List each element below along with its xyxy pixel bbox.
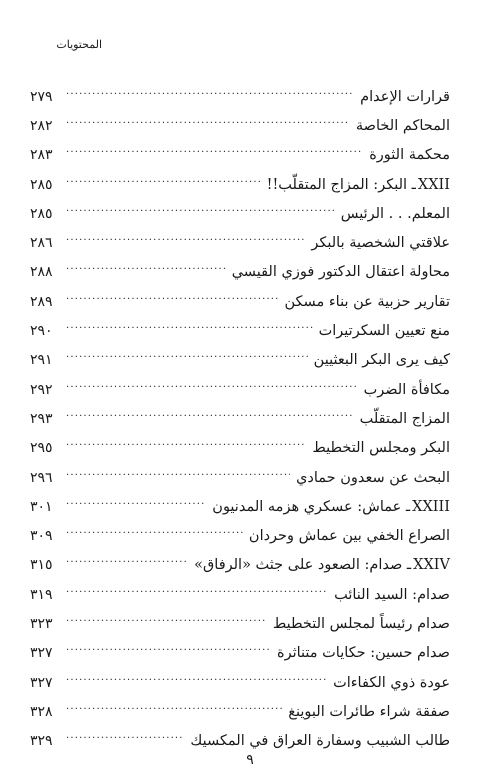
toc-page-number: ٢٨٥ — [30, 176, 53, 193]
dot-leader — [66, 353, 308, 367]
dot-leader — [66, 119, 350, 133]
toc-page-number: ٢٨٥ — [30, 205, 53, 222]
toc-page-number: ٣٢٣ — [30, 615, 53, 632]
toc-page-number: ٣١٩ — [30, 586, 53, 603]
toc-page-number: ٢٧٩ — [30, 88, 53, 105]
toc-entry-row — [30, 521, 450, 550]
toc-entry-row — [30, 580, 450, 609]
toc-entry-text: تقارير حزبية عن بناء مسكن — [284, 293, 450, 310]
toc-entry-title — [273, 645, 450, 661]
toc-entry-title — [186, 733, 450, 749]
toc-entry-row — [30, 434, 450, 463]
toc-entry-row — [30, 82, 450, 111]
dot-leader — [66, 558, 188, 572]
toc-entry-title — [365, 147, 450, 163]
toc-entry-row — [30, 697, 450, 726]
toc-entry-title — [329, 675, 450, 691]
dot-leader — [66, 265, 226, 279]
toc-entry-row — [30, 375, 450, 404]
toc-entry-text: البكر ومجلس التخطيط — [312, 440, 450, 457]
toc-entry-title — [228, 264, 450, 280]
toc-entry-text: محاولة اعتقال الدكتور فوزي القيسي — [231, 264, 450, 281]
dot-leader — [66, 90, 354, 104]
toc-entry-title — [245, 528, 450, 544]
toc-page-number: ٢٩٦ — [30, 469, 53, 486]
toc-entry-row — [30, 228, 450, 257]
toc-entry-title — [292, 470, 450, 486]
toc-entry-title — [315, 323, 450, 339]
toc-entry-row — [30, 404, 450, 433]
dot-leader — [66, 734, 184, 748]
toc-entry-text: ـ صدام: الصعود على جثث «الرفاق» — [194, 557, 412, 574]
dot-leader — [66, 295, 279, 309]
toc-page-number: ٢٨٩ — [30, 293, 53, 310]
toc-entry-text: صدام: السيد النائب — [334, 586, 450, 603]
toc-page-number: ٢٩٠ — [30, 323, 53, 340]
toc-entry-title — [356, 89, 450, 105]
toc-page-number: ٣٢٧ — [30, 674, 53, 691]
dot-leader — [66, 324, 313, 338]
toc-entry-title — [263, 177, 450, 193]
toc-entry-title — [310, 352, 450, 368]
toc-entry-row — [30, 199, 450, 228]
toc-page-number: ٣٠١ — [30, 498, 53, 515]
toc-entry-row — [30, 609, 450, 638]
toc-entry-title — [360, 382, 450, 398]
toc-entry-title — [190, 557, 450, 573]
toc-page-number: ٢٨٦ — [30, 235, 53, 252]
toc-entry-title — [330, 587, 450, 603]
toc-entry-title — [269, 616, 450, 632]
chapter-number: XXIII — [412, 498, 450, 515]
dot-leader — [66, 529, 243, 543]
dot-leader — [66, 383, 358, 397]
toc-entry-row — [30, 287, 450, 316]
toc-entry-text: المحاكم الخاصة — [355, 117, 450, 134]
toc-entry-title — [307, 235, 450, 251]
dot-leader — [66, 646, 271, 660]
dot-leader — [66, 617, 267, 631]
toc-entry-text: البحث عن سعدون حمادي — [296, 469, 450, 486]
table-of-contents — [30, 82, 450, 756]
dot-leader — [66, 236, 305, 250]
toc-page-number: ٢٩٢ — [30, 381, 53, 398]
toc-page-number: ٢٨٢ — [30, 117, 53, 134]
toc-page-number: ٢٨٣ — [30, 147, 53, 164]
toc-entry-row — [30, 639, 450, 668]
chapter-number: XXII — [417, 176, 450, 193]
toc-entry-text: ـ عماش: عسكري هزمه المدنيون — [212, 498, 411, 515]
toc-entry-text: صدام رئيساً لمجلس التخطيط — [272, 615, 450, 632]
dot-leader — [66, 471, 290, 485]
toc-entry-title — [208, 499, 450, 515]
toc-entry-text: منع تعيين السكرتيرات — [318, 323, 450, 340]
toc-chapter-row — [30, 170, 450, 199]
toc-entry-text: عودة ذوي الكفاءات — [333, 674, 450, 691]
dot-leader — [66, 588, 328, 602]
toc-entry-text: مكافأة الضرب — [363, 381, 450, 398]
toc-entry-text: طالب الشبيب وسفارة العراق في المكسيك — [190, 733, 450, 750]
dot-leader — [66, 676, 327, 690]
toc-entry-row — [30, 668, 450, 697]
toc-entry-text: محكمة الثورة — [369, 147, 450, 164]
toc-page-number: ٢٩١ — [30, 352, 53, 369]
toc-entry-text: كيف يرى البكر البعثيين — [313, 352, 450, 369]
toc-entry-row — [30, 463, 450, 492]
dot-leader — [66, 412, 354, 426]
toc-page-number: ٢٩٣ — [30, 410, 53, 427]
toc-entry-row — [30, 258, 450, 287]
toc-entry-row — [30, 141, 450, 170]
toc-entry-title — [284, 704, 450, 720]
dot-leader — [66, 178, 261, 192]
toc-page-number: ٣٢٩ — [30, 733, 53, 750]
toc-entry-text: صفقة شراء طائرات البوينغ — [288, 703, 450, 720]
toc-entry-text: ـ البكر: المزاج المتقلّب!! — [266, 176, 416, 193]
toc-entry-title — [337, 206, 450, 222]
toc-chapter-row — [30, 492, 450, 521]
toc-entry-text: الصراع الخفي بين عماش وحردان — [248, 528, 450, 545]
toc-entry-row — [30, 316, 450, 345]
toc-page-number: ٢٩٥ — [30, 440, 53, 457]
dot-leader — [66, 207, 335, 221]
toc-entry-text: المزاج المتقلّب — [359, 410, 450, 427]
dot-leader — [66, 500, 206, 514]
toc-entry-text: قرارات الإعدام — [360, 88, 450, 105]
toc-entry-title — [281, 294, 451, 310]
toc-page-number: ٣٢٨ — [30, 703, 53, 720]
toc-entry-row — [30, 346, 450, 375]
toc-chapter-row — [30, 551, 450, 580]
dot-leader — [66, 705, 282, 719]
toc-page-number: ٣١٥ — [30, 557, 53, 574]
dot-leader — [66, 148, 363, 162]
toc-page-number: ٣٢٧ — [30, 645, 53, 662]
toc-page-number: ٢٨٨ — [30, 264, 53, 281]
toc-entry-text: المعلم. . . الرئيس — [340, 205, 450, 222]
toc-entry-text: صدام حسين: حكايات متناثرة — [276, 645, 450, 662]
toc-entry-title — [352, 118, 450, 134]
toc-entry-row — [30, 111, 450, 140]
page-number: ٩ — [246, 752, 254, 768]
toc-entry-title — [356, 411, 450, 427]
toc-page-number: ٣٠٩ — [30, 528, 53, 545]
dot-leader — [66, 441, 306, 455]
chapter-number: XXIV — [413, 557, 450, 574]
toc-entry-title — [308, 440, 450, 456]
running-head: المحتويات — [56, 38, 102, 51]
toc-entry-text: علاقتي الشخصية بالبكر — [311, 235, 450, 252]
